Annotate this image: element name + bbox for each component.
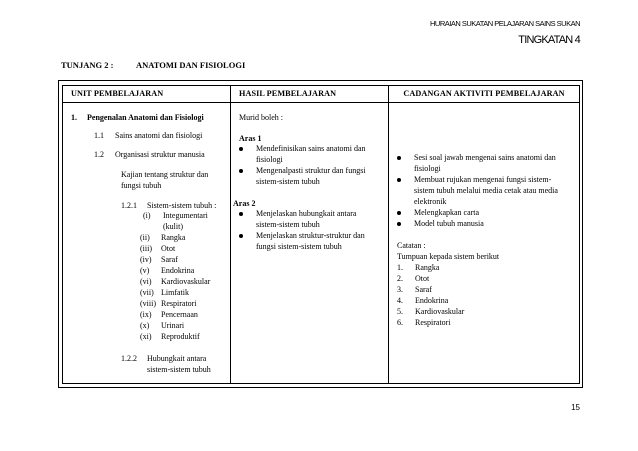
bullet-icon [239,147,243,151]
hasil-cell: Murid boleh : Aras 1 Mendefinisikan sains anatomi dan fisiologi Mengenalpasti struktur dan fungsi sistem-sistem tubuh Aras 2 Menjelaskan hubungkait antara sistem-sistem tubuh Menjelaskan struktur-struktur dan fungsi sistem-sistem tubuh [231,103,389,384]
list-item: Rangka [415,263,440,272]
aras-label: Aras 2 [233,199,256,208]
system-number: (ix) [140,310,152,319]
bullet-icon [397,222,401,226]
list-item: Kardiovaskular [415,307,465,316]
list-number: 6. [397,318,403,327]
hasil-intro: Murid boleh : [239,113,283,122]
unit-cell [63,103,231,384]
system-number: (x) [140,321,150,330]
subsub-text: Hubungkait antara [147,354,207,363]
list-number: 1. [397,263,403,272]
sub-text: Organisasi struktur manusia [115,150,205,159]
kajian-text: fungsi tubuh [121,181,162,190]
system-number: (i) [143,211,151,220]
header-cadangan: CADANGAN AKTIVITI PEMBELAJARAN [389,86,580,103]
document-header-title: HURAIAN SUKATAN PELAJARAN SAINS SUKAN [429,19,580,28]
header-unit: UNIT PEMBELAJARAN [63,86,231,103]
system-name: Pencernaan [161,310,198,319]
subsub-number: 1.2.1 [121,201,137,210]
system-name: Endokrina [161,266,195,275]
catatan-label: Catatan : [397,241,426,250]
bullet-icon [397,178,401,182]
system-number: (iv) [140,255,152,264]
list-item: Saraf [415,285,432,294]
aras-label: Aras 1 [239,134,262,143]
list-item: Endokrina [415,296,449,305]
sub-text: Sains anatomi dan fisiologi [115,131,203,140]
tunjang-code: TUNJANG 2 : [61,60,114,70]
list-number: 5. [397,307,403,316]
tumpuan-text: Tumpuan kepada sistem berikut [397,252,500,261]
syllabus-table [62,85,580,384]
cadangan-cell: Sesi soal jawab mengenai sains anatomi dan fisiologi Membuat rujukan mengenai fungsi sistem- sistem tubuh melalui media cetak atau media elektronik Melengkapkan carta Model tubuh manusia Catatan : Tumpuan kepada sistem berikut 1. Rangka 2. Otot 3. Saraf 4. Endokrina 5. Kardiovaskular 6. Respiratori [389,103,580,384]
system-name: Reproduktif [161,332,200,341]
list-number: 3. [397,285,403,294]
list-item: Respiratori [415,318,451,327]
bullet-icon [239,212,243,216]
system-number: (xi) [140,332,152,341]
system-name: Rangka [161,233,186,242]
subsub-text: Sistem-sistem tubuh : [147,201,217,210]
list-item: Otot [415,274,430,283]
system-number: (vi) [140,277,152,286]
table-body-row [63,103,580,384]
unit-title: Pengenalan Anatomi dan Fisiologi [87,113,204,122]
system-name: Respiratori [161,299,197,308]
unit-number: 1. [71,113,77,122]
page-number: 15 [571,403,580,412]
bullet-icon [239,169,243,173]
system-number: (iii) [140,244,152,253]
system-name: Kardiovaskular [161,277,211,286]
subsub-number: 1.2.2 [121,354,137,363]
sub-number: 1.1 [94,131,104,140]
system-name: Urinari [161,321,185,330]
list-number: 4. [397,296,403,305]
subsub-text: sistem-sistem tubuh [147,365,211,374]
system-name: Integumentari [163,211,208,220]
tunjang-name: ANATOMI DAN FISIOLOGI [136,60,246,70]
list-number: 2. [397,274,403,283]
bullet-icon [397,156,401,160]
system-number: (vii) [140,288,154,297]
system-name: Saraf [161,255,178,264]
document-header-form: TINGKATAN 4 [518,34,580,46]
sub-number: 1.2 [94,150,104,159]
system-name: (kulit) [163,222,183,231]
system-number: (viii) [140,299,156,308]
bullet-icon [239,234,243,238]
system-name: Otot [161,244,176,253]
system-name: Limfatik [161,288,189,297]
table-header-row [63,86,580,103]
kajian-text: Kajian tentang struktur dan [121,170,209,179]
header-hasil: HASIL PEMBELAJARAN [231,86,389,103]
table-frame [58,80,583,388]
bullet-icon [397,211,401,215]
system-number: (ii) [140,233,150,242]
system-number: (v) [140,266,150,275]
